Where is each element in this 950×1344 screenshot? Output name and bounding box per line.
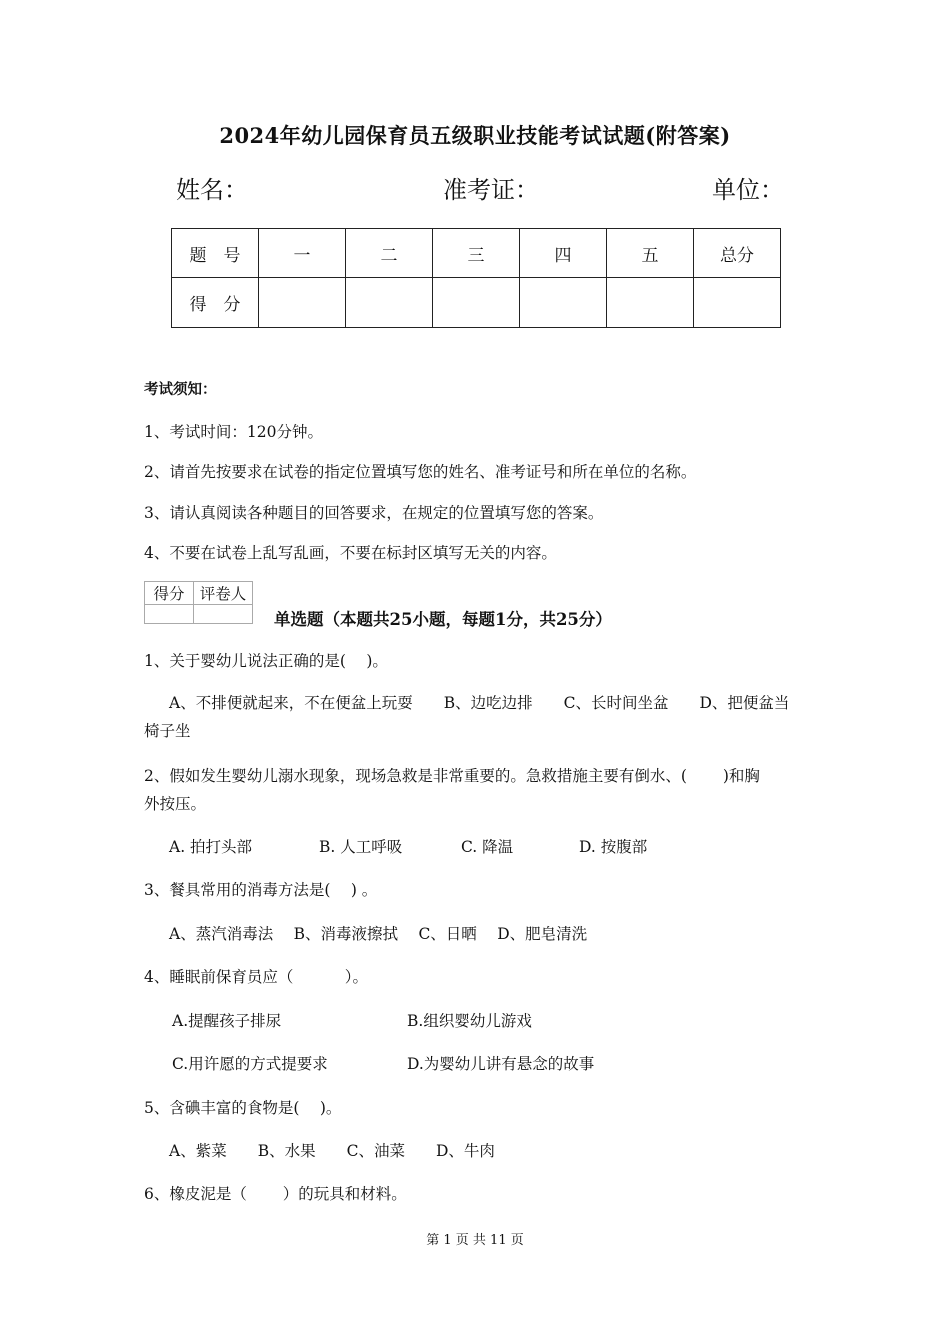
grader-reviewer-label: 评卷人 [194, 582, 253, 605]
notice-item: 4、不要在试卷上乱写乱画，不要在标封区填写无关的内容。 [144, 544, 557, 562]
question-options: A、不排便就起来，不在便盆上玩耍 B、边吃边排 C、长时间坐盆 D、把便盆当 [169, 694, 790, 712]
option-d: D. 按腹部 [579, 838, 648, 856]
grader-score-cell[interactable] [145, 605, 194, 624]
score-cell[interactable] [259, 278, 346, 328]
question-stem: 6、橡皮泥是（ ）的玩具和材料。 [144, 1185, 407, 1203]
question-stem: 3、餐具常用的消毒方法是( ) 。 [144, 881, 378, 899]
option-b: B.组织婴幼儿游戏 [407, 1012, 532, 1030]
question-stem: 外按压。 [144, 795, 207, 813]
grader-score-label: 得分 [145, 582, 194, 605]
grader-reviewer-cell[interactable] [194, 605, 253, 624]
score-cell[interactable] [607, 278, 694, 328]
score-table-header-cell: 四 [520, 229, 607, 278]
question-options: A、紫菜 B、水果 C、油菜 D、牛肉 [169, 1142, 495, 1160]
score-table-score-row [172, 278, 781, 328]
score-cell[interactable] [694, 278, 781, 328]
option-d: D.为婴幼儿讲有悬念的故事 [407, 1055, 595, 1073]
notice-heading: 考试须知： [144, 381, 217, 398]
question-options: 椅子坐 [144, 722, 191, 740]
score-table [171, 228, 781, 328]
grader-table [144, 581, 253, 624]
question-options: A、蒸汽消毒法 B、消毒液擦拭 C、日晒 D、肥皂清洗 [169, 925, 588, 943]
question-stem: 4、睡眠前保育员应（ ）。 [144, 968, 369, 986]
notice-item: 1、考试时间：120分钟。 [144, 423, 323, 441]
score-cell[interactable] [433, 278, 520, 328]
option-c: C. 降温 [461, 838, 514, 856]
name-field-label: 姓名： [176, 176, 248, 204]
option-c: C.用许愿的方式提要求 [172, 1055, 328, 1073]
question-stem: 1、关于婴幼儿说法正确的是( )。 [144, 652, 388, 670]
notice-item: 2、请首先按要求在试卷的指定位置填写您的姓名、准考证号和所在单位的名称。 [144, 463, 697, 481]
question-stem: 2、假如发生婴幼儿溺水现象，现场急救是非常重要的。急救措施主要有倒水、( )和胸 [144, 767, 760, 785]
section-title: 单选题（本题共25小题，每题1分，共25分） [274, 610, 612, 629]
score-table-header-cell: 总分 [694, 229, 781, 278]
notice-item: 3、请认真阅读各种题目的回答要求，在规定的位置填写您的答案。 [144, 504, 604, 522]
score-cell[interactable] [346, 278, 433, 328]
page-footer: 第 1 页 共 11 页 [426, 1233, 524, 1248]
option-b: B. 人工呼吸 [319, 838, 403, 856]
exam-id-field-label: 准考证： [443, 176, 539, 204]
unit-field-label: 单位： [712, 176, 784, 204]
score-table-header-cell: 二 [346, 229, 433, 278]
score-table-header-cell: 三 [433, 229, 520, 278]
score-cell[interactable] [520, 278, 607, 328]
score-table-header-cell: 一 [259, 229, 346, 278]
question-stem: 5、含碘丰富的食物是( )。 [144, 1099, 342, 1117]
option-a: A.提醒孩子排尿 [172, 1012, 282, 1030]
option-a: A. 拍打头部 [169, 838, 253, 856]
page-title: 2024年幼儿园保育员五级职业技能考试试题(附答案) [219, 123, 731, 148]
score-table-header-cell: 五 [607, 229, 694, 278]
score-table-header-cell: 题 号 [172, 229, 259, 278]
score-row-label: 得 分 [172, 278, 259, 328]
score-table-header-row [172, 229, 781, 278]
